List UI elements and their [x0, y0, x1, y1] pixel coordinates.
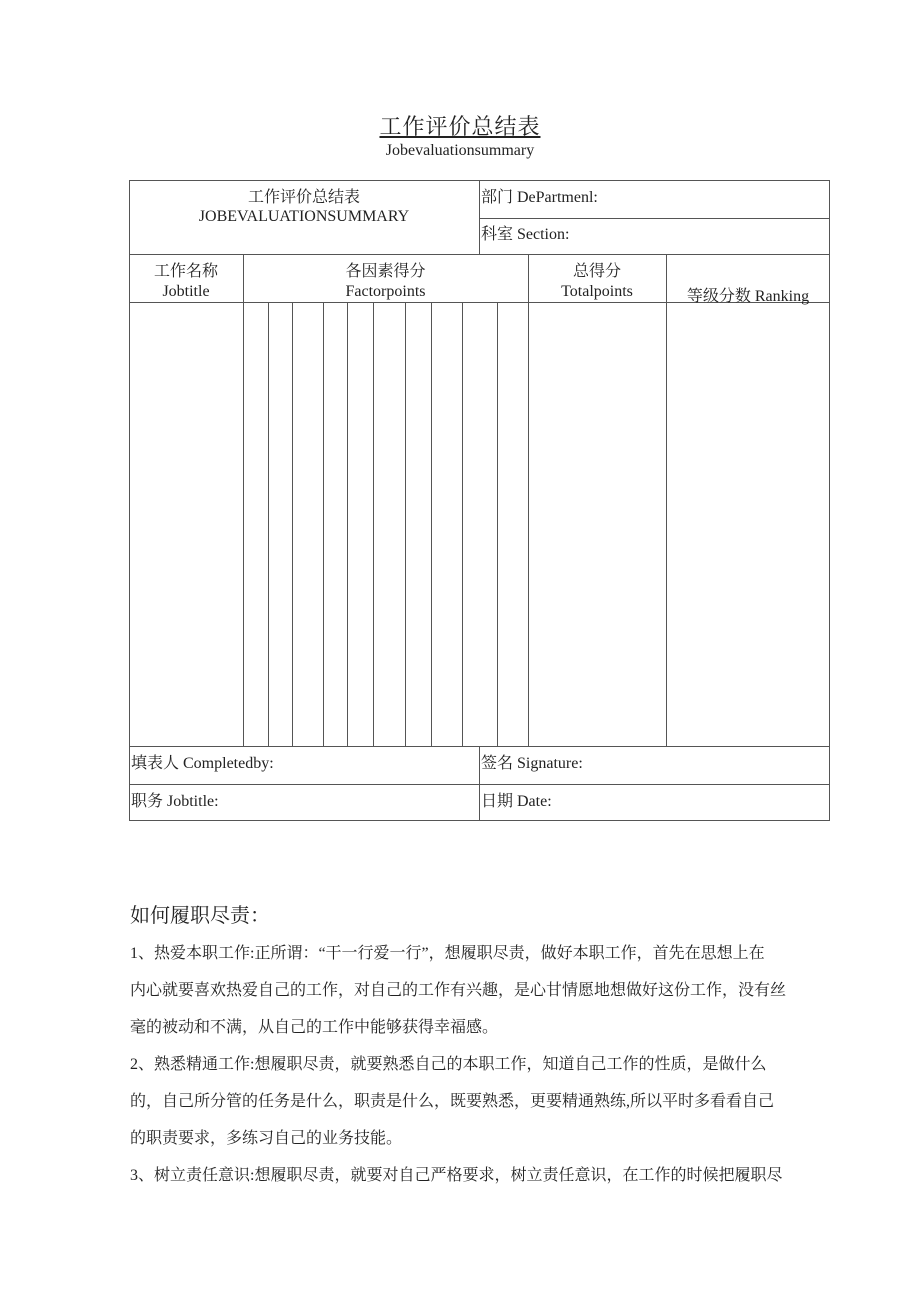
article-heading: 如何履职尽责：: [130, 905, 270, 927]
factor-subcolumn-line: [405, 302, 406, 747]
factor-subcolumn-line: [431, 302, 432, 747]
paragraph-line: 的，自己所分管的任务是什么，职责是什么，既要熟悉，更要精通熟练,所以平时多看看自己: [130, 1093, 775, 1110]
table-divider: [528, 254, 529, 747]
paragraph-line: 的职责要求，多练习自己的业务技能。: [130, 1130, 403, 1147]
table-divider: [243, 254, 244, 747]
section-field[interactable]: 科室 Section:: [481, 226, 570, 243]
job-title-field[interactable]: 职务 Jobtitle:: [131, 793, 219, 810]
col-total-points-cn: 总得分: [572, 263, 621, 280]
col-factor-points-cn: 各因素得分: [345, 263, 426, 280]
col-job-title-cn: 工作名称: [153, 263, 218, 280]
document-subtitle: Jobevaluationsummary: [385, 142, 535, 159]
article-paragraph-2: [130, 1046, 830, 1157]
col-factor-points-en: Factorpoints: [345, 283, 426, 300]
department-field[interactable]: 部门 DePartmenl:: [481, 189, 598, 206]
factor-subcolumn-line: [497, 302, 498, 747]
factor-subcolumn-line: [292, 302, 293, 747]
completed-by-field[interactable]: 填表人 Completedby:: [131, 755, 274, 772]
date-field[interactable]: 日期 Date:: [481, 793, 552, 810]
factor-subcolumn-line: [373, 302, 374, 747]
table-divider: [479, 746, 480, 821]
paragraph-line: 1、热爱本职工作:正所谓：“干一行爱一行”，想履职尽责，做好本职工作，首先在思想上在: [130, 945, 765, 962]
form-header-en: JOBEVALUATIONSUMMARY: [198, 208, 410, 225]
factor-subcolumn-line: [323, 302, 324, 747]
factor-subcolumn-line: [462, 302, 463, 747]
table-divider: [479, 218, 830, 219]
document-title: 工作评价总结表: [379, 114, 541, 139]
signature-field[interactable]: 签名 Signature:: [481, 755, 583, 772]
paragraph-line: 2、熟悉精通工作:想履职尽责，就要熟悉自己的本职工作，知道自己工作的性质，是做什么: [130, 1056, 767, 1073]
paragraph-line: 内心就要喜欢热爱自己的工作，对自己的工作有兴趣，是心甘情愿地想做好这份工作，没有丝: [130, 982, 787, 999]
col-total-points-en: Totalpoints: [561, 283, 633, 300]
table-border-right: [829, 180, 830, 821]
col-ranking: 等级分数 Ranking: [686, 288, 810, 305]
form-header-cn: 工作评价总结表: [247, 189, 360, 206]
paragraph-line: 毫的被动和不满，从自己的工作中能够获得幸福感。: [130, 1019, 499, 1036]
article-paragraph-3: [130, 1157, 830, 1194]
table-divider: [479, 180, 480, 255]
factor-subcolumn-line: [347, 302, 348, 747]
factor-subcolumn-line: [268, 302, 269, 747]
paragraph-line: 3、树立责任意识:想履职尽责，就要对自己严格要求，树立责任意识，在工作的时候把履职尽: [130, 1167, 783, 1184]
table-divider: [666, 254, 667, 747]
article-paragraph-1: [130, 935, 830, 1046]
col-job-title-en: Jobtitle: [162, 283, 210, 300]
